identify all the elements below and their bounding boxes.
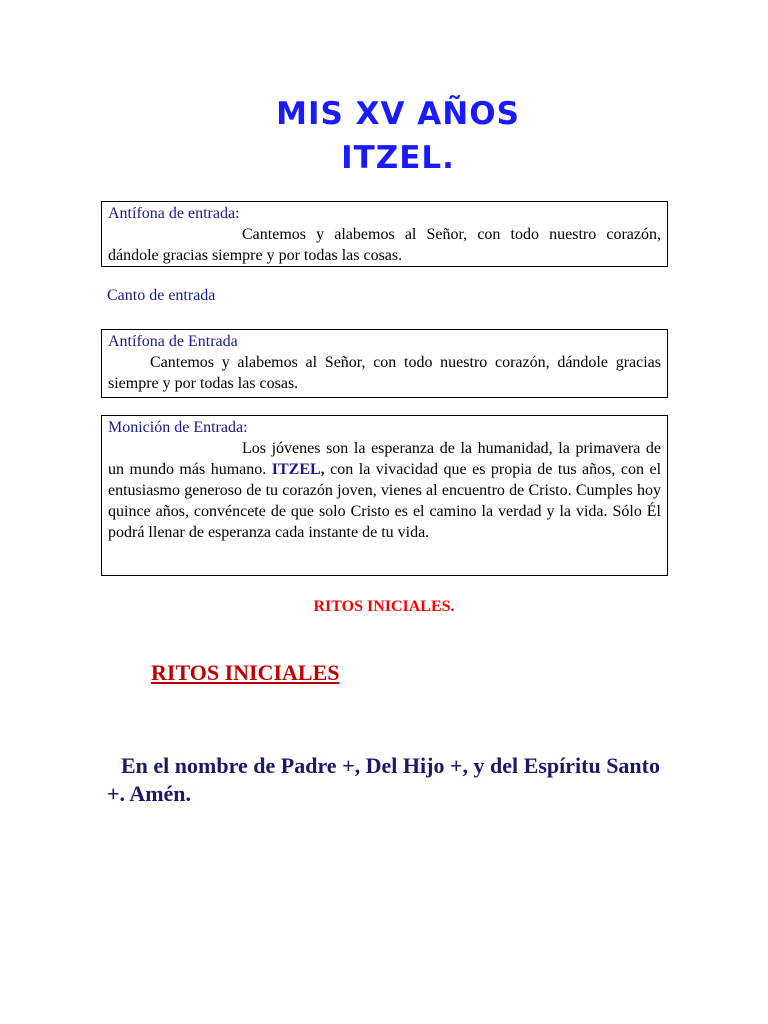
entrance-monition-text [108,438,661,543]
entrance-monition-label: Monición de Entrada: [108,419,248,436]
entrance-antiphon-label: Antífona de entrada: [108,205,240,222]
entrance-antiphon-box [101,201,668,267]
entrance-song-label: Canto de entrada [107,287,216,304]
entrance-monition-box [101,415,668,576]
page-subtitle-name: ITZEL. [341,140,455,176]
monition-text-after: con la vivacidad que es propia de tus años, con el entusiasmo generoso de tu corazón joven, vienes al encuentro de Cristo. Cumples hoy quince años, convéncete de que solo Cristo es el camino la verdad y la vida. Sólo Él podrá llenar de esperanza cada instante de tu vida. [108,461,662,541]
entrance-antiphon-text: Cantemos y alabemos al Señor, con todo nuestro corazón, dándole gracias siempre y por todas las cosas. [108,226,661,264]
entrance-antiphon-2-text: Cantemos y alabemos al Señor, con todo nuestro corazón, dándole gracias siempre y por todas las cosas. [108,354,661,392]
entrance-antiphon-2-label: Antífona de Entrada [108,333,238,350]
page-title: MIS XV AÑOS [276,96,520,132]
monition-text-before: Los jóvenes son la esperanza de la humanidad, la primavera de un mundo más humano. [108,440,661,478]
initial-rites-heading: RITOS INICIALES. [313,598,455,615]
monition-name: ITZEL, [271,461,325,478]
entrance-antiphon-box-2 [101,329,668,398]
initial-rites-subheading: RITOS INICIALES [151,660,340,685]
trinitarian-invocation: En el nombre de Padre +, Del Hijo +, y del Espíritu Santo +. Amén. [107,753,660,806]
